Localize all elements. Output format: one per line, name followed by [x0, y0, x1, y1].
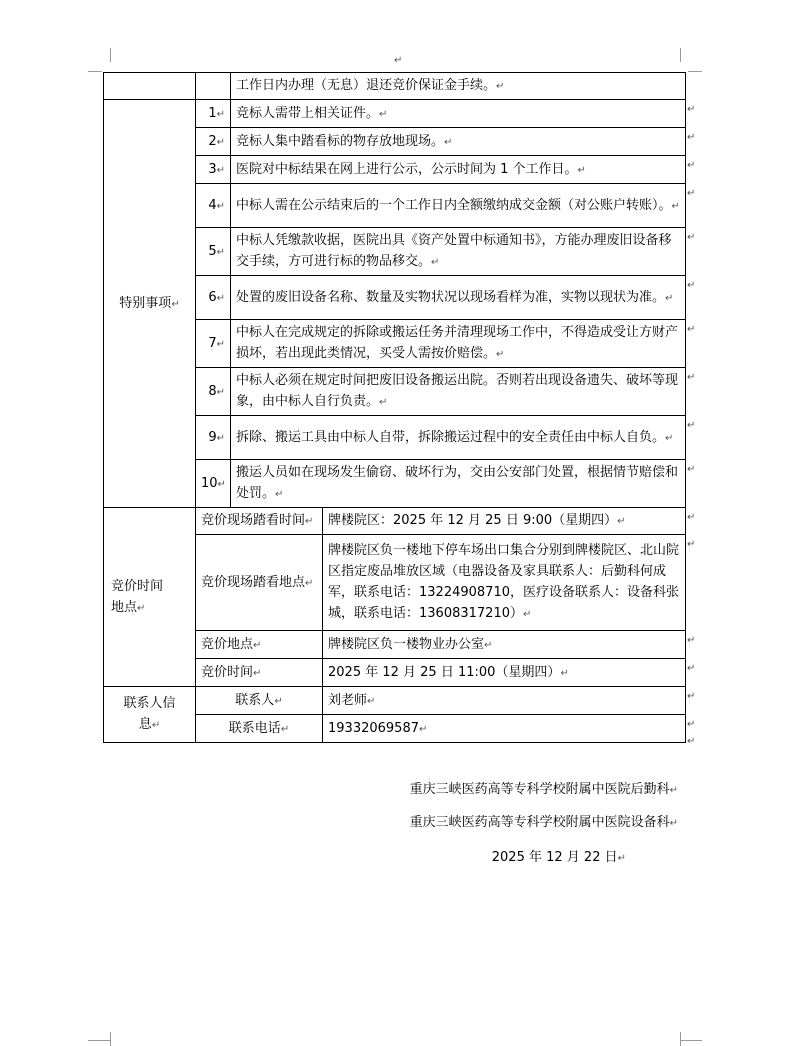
- paragraph-mark: ↵: [394, 55, 403, 66]
- table-row: [104, 508, 686, 535]
- item-number: 3: [208, 161, 217, 177]
- paragraph-mark: ↵: [687, 736, 696, 747]
- paragraph-mark: ↵: [137, 602, 146, 614]
- crop-mark: [110, 1032, 111, 1046]
- contact-field-value: 19332069587: [328, 720, 419, 736]
- row-end-mark: ↵: [687, 131, 696, 143]
- paragraph-mark: ↵: [216, 164, 225, 176]
- item-text-cell: [231, 368, 686, 416]
- paragraph-mark: ↵: [431, 257, 440, 268]
- continuation-text-cell: [231, 73, 686, 100]
- paragraph-mark: ↵: [379, 397, 388, 408]
- crop-mark: [680, 48, 681, 62]
- item-text-cell: [231, 416, 686, 460]
- signature-org-equipment-text: 重庆三峡医药高等专科学校附属中医院设备科: [409, 815, 670, 830]
- paragraph-mark: ↵: [305, 516, 314, 527]
- paragraph-mark: ↵: [275, 489, 284, 500]
- item-number-cell: [196, 156, 231, 184]
- empty-cell: [104, 73, 196, 100]
- continuation-text: 工作日内办理（无息）退还竞价保证金手续。: [236, 78, 497, 93]
- notice-table: [103, 72, 686, 743]
- bidding-field-value-cell: [323, 631, 686, 659]
- paragraph-mark: ↵: [253, 667, 262, 679]
- crop-mark: [88, 1040, 110, 1041]
- bidding-field-value: 牌楼院区：2025 年 12 月 25 日 9:00（星期四）: [328, 513, 618, 528]
- paragraph-mark: ↵: [665, 292, 674, 304]
- bidding-field-label: 竞价现场踏看地点: [201, 574, 306, 590]
- item-number-cell: [196, 128, 231, 156]
- paragraph-mark: ↵: [216, 432, 225, 444]
- paragraph-mark: ↵: [522, 609, 532, 620]
- item-number-cell: [196, 184, 231, 228]
- item-number-cell: [196, 228, 231, 276]
- item-number: 5: [208, 243, 217, 259]
- item-text-cell: [231, 228, 686, 276]
- item-text: 搬运人员如在现场发生偷窃、破坏行为，交由公安部门处置，根据情节赔偿和处罚。: [236, 465, 679, 501]
- contact-field-value-cell: [323, 715, 686, 743]
- item-text: 中标人必须在规定时间把废旧设备搬运出院。否则若出现设备遗失、破坏等现象，由中标人自行负责。: [236, 373, 679, 409]
- crop-mark: [88, 71, 102, 72]
- item-number-cell: [196, 276, 231, 320]
- contact-field-value-cell: [323, 687, 686, 715]
- paragraph-mark: ↵: [216, 292, 225, 304]
- row-end-mark: ↵: [687, 662, 696, 674]
- paragraph-mark: ↵: [216, 338, 225, 350]
- paragraph-mark: ↵: [216, 386, 225, 398]
- item-text-cell: [231, 276, 686, 320]
- item-text-cell: [231, 184, 686, 228]
- paragraph-mark: ↵: [216, 200, 225, 212]
- paragraph-mark: ↵: [418, 723, 428, 735]
- paragraph-mark: ↵: [216, 108, 225, 120]
- item-number: 8: [208, 383, 217, 399]
- paragraph-mark: ↵: [560, 667, 569, 679]
- item-text: 医院对中标结果在网上进行公示，公示时间为 1 个工作日。: [236, 161, 578, 177]
- bidding-field-value: 牌楼院区负一楼地下停车场出口集合分别到牌楼院区、北山院区指定废品堆放区域（电器设备及家具联系人：后勤科何成军，联系电话：13224908710，医疗设备联系人：设备科张城，联系电话：13608317210）: [328, 543, 680, 621]
- row-end-mark: ↵: [687, 371, 696, 383]
- paragraph-mark: ↵: [379, 108, 388, 120]
- paragraph-mark: ↵: [617, 516, 626, 527]
- bidding-label-wrap: [111, 576, 173, 619]
- contact-label-wrap: [122, 693, 178, 736]
- item-number: 2: [208, 133, 217, 149]
- table-body: [104, 73, 686, 743]
- item-number-cell: [196, 460, 231, 508]
- paragraph-mark: ↵: [151, 720, 161, 731]
- paragraph-mark: ↵: [617, 853, 626, 864]
- bidding-field-label-cell: [196, 508, 323, 535]
- bidding-field-label: 竞价时间: [201, 664, 254, 680]
- bidding-field-value: 2025 年 12 月 25 日 11:00（星期四）: [328, 664, 561, 680]
- special-label-cell: [104, 100, 196, 508]
- bidding-field-label-cell: [196, 535, 323, 631]
- row-end-mark: ↵: [687, 279, 696, 291]
- item-number: 6: [208, 289, 217, 305]
- paragraph-mark: ↵: [665, 432, 674, 444]
- bidding-field-label: 竞价地点: [201, 636, 254, 652]
- item-number-cell: [196, 416, 231, 460]
- bidding-field-label: 竞价现场踏看时间: [201, 513, 306, 528]
- item-number: 7: [208, 335, 217, 351]
- item-text: 中标人凭缴款收据，医院出具《资产处置中标通知书》，方能办理废旧设备移交手续，方可进行标的物品移交。: [236, 233, 672, 269]
- contact-label: 联系人信息: [123, 696, 176, 732]
- empty-cell: [196, 73, 231, 100]
- row-end-mark: ↵: [687, 231, 696, 243]
- row-end-mark: ↵: [687, 159, 696, 171]
- item-text-cell: [231, 320, 686, 368]
- item-text: 竞标人需带上相关证件。: [236, 105, 380, 121]
- table-row: [104, 73, 686, 100]
- item-number: 1: [208, 105, 217, 121]
- signature-date: [492, 846, 626, 865]
- item-text-cell: [231, 156, 686, 184]
- row-end-mark: ↵: [687, 323, 696, 335]
- paragraph-mark: ↵: [444, 136, 453, 148]
- signature-date-text: 2025 年 12 月 22 日: [491, 850, 618, 865]
- item-number-cell: [196, 100, 231, 128]
- paragraph-mark: ↵: [671, 200, 680, 212]
- crop-mark: [688, 71, 702, 72]
- row-end-mark: ↵: [687, 718, 696, 730]
- item-text: 中标人需在公示结束后的一个工作日内全额缴纳成交金额（对公账户转账）。: [236, 197, 672, 213]
- crop-mark: [680, 1032, 681, 1046]
- paragraph-mark: ↵: [577, 164, 586, 176]
- bidding-field-label-cell: [196, 631, 323, 659]
- item-number-cell: [196, 320, 231, 368]
- contact-field-value: 刘老师: [328, 692, 368, 708]
- row-end-mark: ↵: [687, 103, 696, 115]
- signature-org-equipment: [410, 811, 678, 830]
- paragraph-mark: ↵: [171, 298, 180, 310]
- row-end-mark: ↵: [687, 463, 696, 475]
- item-text-cell: [231, 460, 686, 508]
- paragraph-mark: ↵: [217, 478, 226, 490]
- signature-org-logistics-text: 重庆三峡医药高等专科学校附属中医院后勤科: [409, 782, 670, 797]
- item-text-cell: [231, 100, 686, 128]
- bidding-field-value: 牌楼院区负一楼物业办公室: [328, 636, 485, 652]
- item-number: 9: [208, 429, 217, 445]
- row-end-mark: ↵: [687, 511, 696, 523]
- item-number-cell: [196, 368, 231, 416]
- paragraph-mark: ↵: [305, 577, 314, 589]
- paragraph-mark: ↵: [274, 695, 283, 707]
- contact-field-label-cell: [196, 715, 323, 743]
- item-number: 4: [208, 197, 217, 213]
- paragraph-mark: ↵: [484, 639, 493, 651]
- item-number: 10: [201, 475, 218, 491]
- row-end-mark: ↵: [687, 690, 696, 702]
- contact-field-label: 联系人: [235, 692, 275, 708]
- crop-mark: [680, 1040, 702, 1041]
- paragraph-mark: ↵: [367, 695, 376, 707]
- paragraph-mark: ↵: [253, 639, 262, 651]
- item-text: 中标人在完成规定的拆除或搬运任务并清理现场工作中，不得造成受让方财产损坏，若出现此类情况，买受人需按价赔偿。: [236, 325, 679, 361]
- paragraph-mark: ↵: [496, 81, 505, 92]
- row-end-mark: ↵: [687, 538, 696, 550]
- paragraph-mark: ↵: [669, 785, 678, 796]
- bidding-label: 竞价时间地点: [111, 578, 164, 615]
- paragraph-mark: ↵: [496, 349, 505, 360]
- paragraph-mark: ↵: [216, 136, 225, 148]
- table-row: [104, 100, 686, 128]
- bidding-field-value-cell: [323, 535, 686, 631]
- crop-mark: [110, 48, 111, 62]
- signature-org-logistics: [410, 778, 678, 797]
- item-text-cell: [231, 128, 686, 156]
- paragraph-mark: ↵: [216, 246, 225, 258]
- contact-field-label: 联系电话: [228, 720, 281, 736]
- bidding-field-value-cell: [323, 508, 686, 535]
- row-end-mark: ↵: [687, 187, 696, 199]
- special-label: 特别事项: [119, 295, 172, 311]
- table-row: [104, 687, 686, 715]
- bidding-field-value-cell: [323, 659, 686, 687]
- bidding-field-label-cell: [196, 659, 323, 687]
- item-text: 处置的废旧设备名称、数量及实物状况以现场看样为准，实物以现状为准。: [236, 289, 666, 305]
- paragraph-mark: ↵: [669, 818, 678, 829]
- paragraph-mark: ↵: [280, 723, 290, 735]
- item-text: 竞标人集中踏看标的物存放地现场。: [236, 133, 445, 149]
- contact-label-cell: [104, 687, 196, 743]
- bidding-label-cell: [104, 508, 196, 687]
- row-end-mark: ↵: [687, 419, 696, 431]
- item-text: 拆除、搬运工具由中标人自带，拆除搬运过程中的安全责任由中标人自负。: [236, 429, 666, 445]
- row-end-mark: ↵: [687, 634, 696, 646]
- contact-field-label-cell: [196, 687, 323, 715]
